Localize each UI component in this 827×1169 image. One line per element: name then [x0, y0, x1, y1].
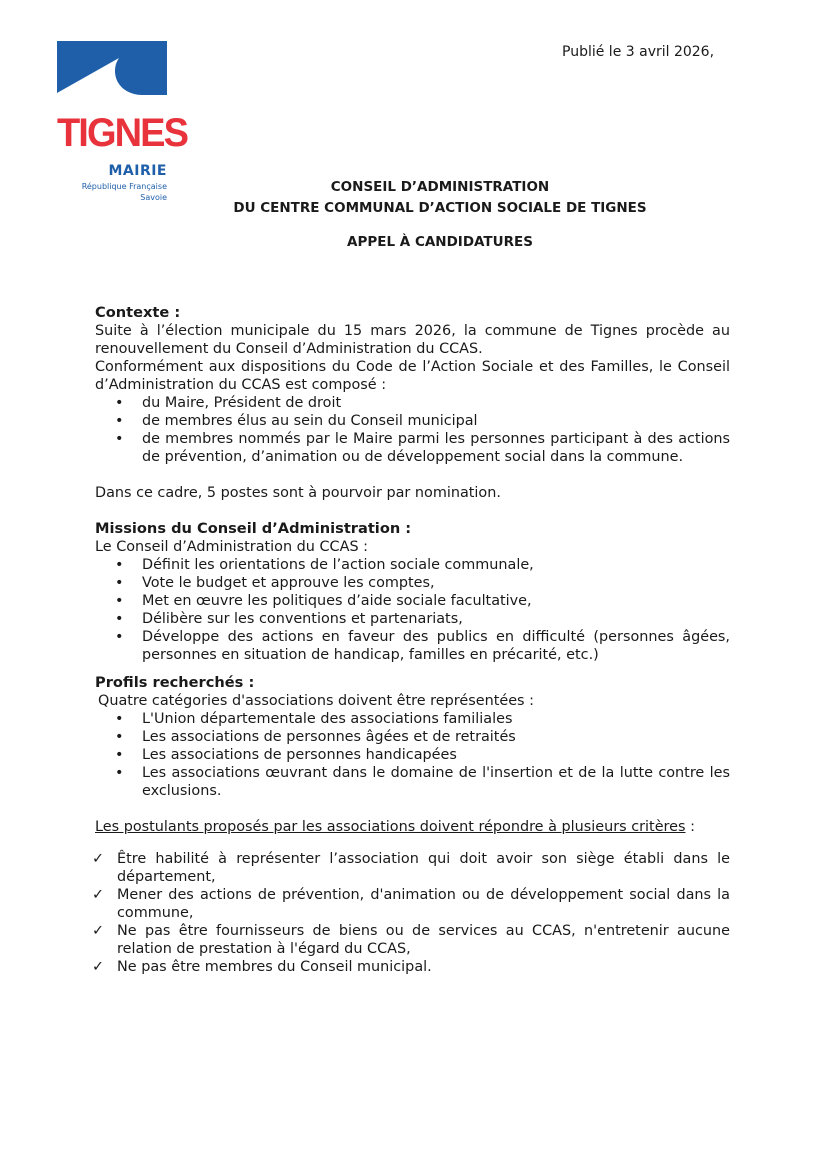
list-item: • Délibère sur les conventions et partenariats,: [115, 611, 463, 627]
check-icon: ✓: [92, 887, 105, 903]
list-item: • Les associations œuvrant dans le domaine de l'insertion et de la lutte contre les exclusions.: [115, 765, 730, 799]
list-item: • Vote le budget et approuve les comptes,: [115, 575, 435, 591]
bullet-icon: •: [115, 413, 124, 429]
bullet-icon: •: [115, 575, 124, 591]
list-item: • de membres nommés par le Maire parmi les personnes participant à des actions de prévention, d’animation ou de développement social dans la commune.: [115, 431, 730, 465]
missions-intro: Le Conseil d’Administration du CCAS :: [95, 539, 369, 555]
criteres-list: [92, 850, 730, 976]
logo-brand: TIGNES: [57, 111, 188, 155]
mountain-logo-icon: [57, 41, 167, 95]
check-icon: ✓: [92, 959, 105, 975]
list-item: • Définit les orientations de l’action sociale communale,: [115, 557, 534, 573]
list-item: • Met en œuvre les politiques d’aide sociale facultative,: [115, 593, 532, 609]
bullet-icon: •: [115, 629, 124, 645]
check-icon: ✓: [92, 851, 105, 867]
list-item: • Les associations de personnes âgées et de retraités: [115, 729, 516, 745]
list-item: • de membres élus au sein du Conseil municipal: [115, 413, 478, 429]
list-item: • Les associations de personnes handicapées: [115, 747, 457, 763]
contexte-heading: Contexte :: [95, 304, 181, 321]
list-item: ✓ Ne pas être membres du Conseil municipal.: [92, 959, 432, 975]
bullet-icon: •: [115, 747, 124, 763]
document-body: [92, 304, 730, 976]
list-item: ✓ Ne pas être fournisseurs de biens ou de services au CCAS, n'entretenir aucune relation de prestation à l'égard du CCAS,: [92, 923, 730, 957]
criteres-intro: Les postulants proposés par les associations doivent répondre à plusieurs critères :: [95, 819, 695, 835]
logo-mairie: MAIRIE: [108, 163, 167, 179]
publication-date: Publié le 3 avril 2026,: [562, 44, 715, 60]
title-line-1: CONSEIL D’ADMINISTRATION: [330, 179, 550, 195]
contexte-para-1: Suite à l’élection municipale du 15 mars 2026, la commune de Tignes procède au renouvellement du Conseil d’Administration du CCAS.: [95, 323, 730, 357]
bullet-icon: •: [115, 711, 124, 727]
bullet-icon: •: [115, 431, 124, 447]
missions-list: [95, 556, 730, 664]
bullet-icon: •: [115, 395, 124, 411]
profils-list: [95, 710, 730, 800]
logo-savoie: Savoie: [140, 193, 167, 202]
list-item: ✓ Mener des actions de prévention, d'animation ou de développement social dans la commune,: [92, 887, 730, 921]
title-line-2: DU CENTRE COMMUNAL D’ACTION SOCIALE DE TIGNES: [233, 200, 647, 216]
list-item: • L'Union départementale des associations familiales: [115, 711, 513, 727]
bullet-icon: •: [115, 593, 124, 609]
bullet-icon: •: [115, 557, 124, 573]
bullet-icon: •: [115, 611, 124, 627]
check-icon: ✓: [92, 923, 105, 939]
list-item: ✓ Être habilité à représenter l’association qui doit avoir son siège établi dans le département,: [92, 851, 730, 885]
title-appel: APPEL À CANDIDATURES: [347, 234, 533, 250]
bullet-icon: •: [115, 729, 124, 745]
missions-heading: Missions du Conseil d’Administration :: [95, 520, 412, 537]
contexte-list: [95, 394, 730, 466]
contexte-para-2: Conformément aux dispositions du Code de l’Action Sociale et des Familles, le Conseil d’Administration du CCAS est composé :: [95, 359, 730, 393]
bullet-icon: •: [115, 765, 124, 781]
list-item: • Développe des actions en faveur des publics en difficulté (personnes âgées, personnes en situation de handicap, familles en précarité, etc.): [115, 629, 730, 663]
list-item: • du Maire, Président de droit: [115, 395, 342, 411]
profils-intro: Quatre catégories d'associations doivent être représentées :: [98, 693, 534, 709]
profils-heading: Profils recherchés :: [95, 674, 255, 691]
logo-republique: République Française: [81, 182, 167, 191]
contexte-closing: Dans ce cadre, 5 postes sont à pourvoir par nomination.: [95, 485, 501, 501]
